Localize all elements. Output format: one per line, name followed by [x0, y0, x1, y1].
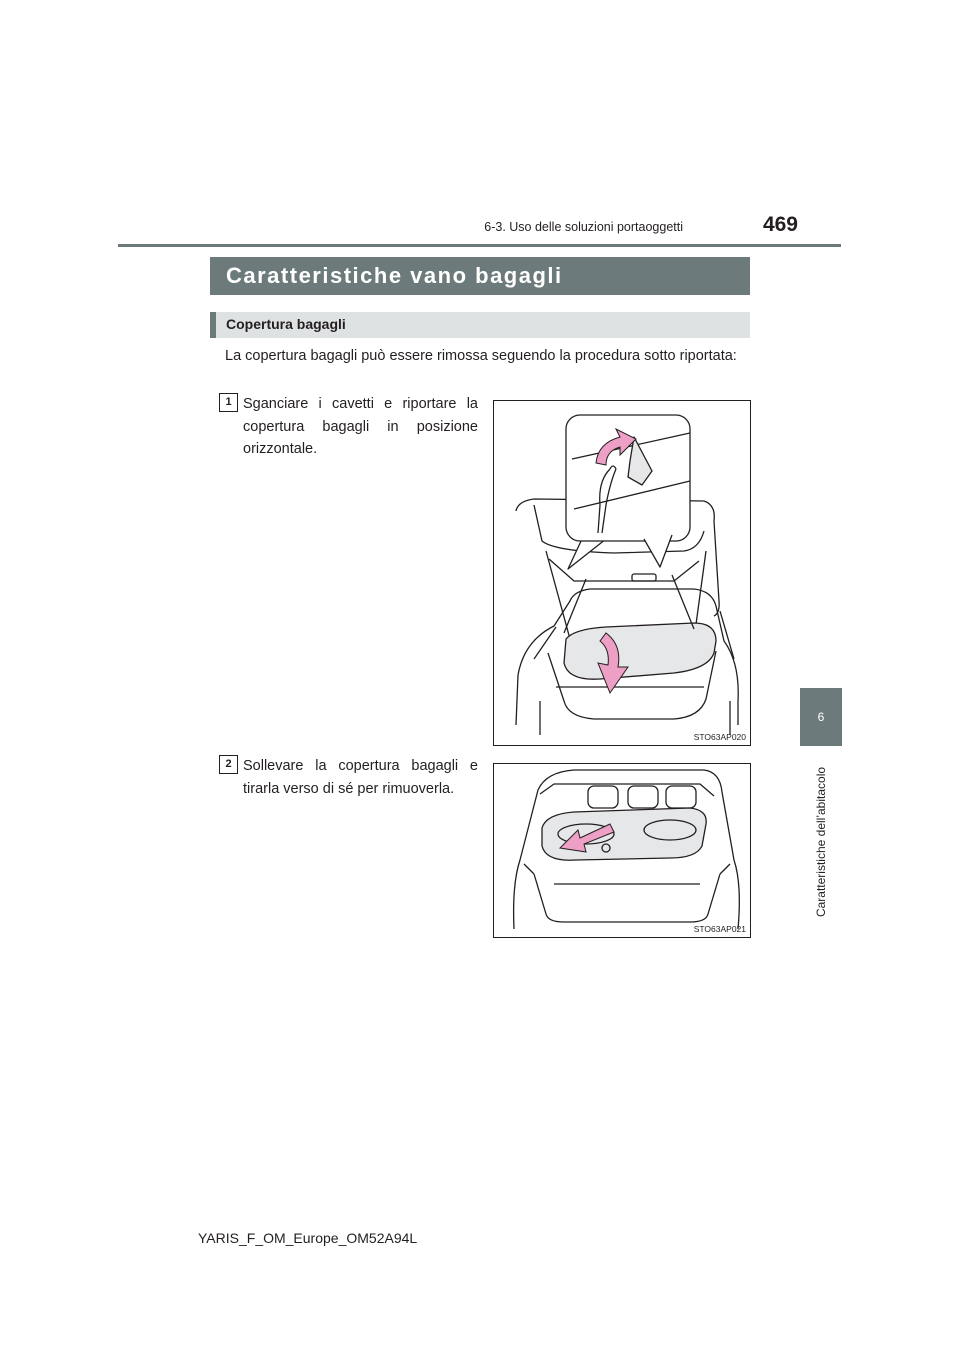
chapter-title-text: Caratteristiche dell’abitacolo	[814, 766, 828, 918]
section-title: Caratteristiche vano bagagli	[226, 263, 563, 288]
subsection-bar	[210, 312, 750, 338]
hatchback-open-illustration	[494, 401, 750, 745]
figure-code-2: STO63AP021	[693, 924, 746, 934]
chapter-tab: 6	[800, 688, 842, 746]
figure-code-1: STO63AP020	[693, 732, 746, 742]
step-text-2: Sollevare la copertura bagagli e tirarla verso di sé per rimuoverla.	[243, 758, 478, 797]
figure-step-2	[493, 763, 751, 938]
footer-doc-id: YARIS_F_OM_Europe_OM52A94L	[198, 1230, 418, 1246]
step-text-1: Sganciare i cavetti e riportare la copertura bagagli in posizione orizzontale.	[243, 396, 478, 457]
step-marker-2: 2	[219, 755, 238, 774]
cargo-cover-removal-illustration	[494, 764, 750, 937]
figure-step-1	[493, 400, 751, 746]
intro-paragraph: La copertura bagagli può essere rimossa seguendo la procedura sotto riportata:	[225, 348, 737, 364]
page-number: 469	[762, 213, 798, 236]
chapter-title-vertical	[801, 757, 841, 927]
header-section-title: 6-3. Uso delle soluzioni portaoggetti	[484, 220, 683, 234]
section-banner	[210, 257, 750, 295]
header-divider	[118, 244, 841, 247]
subsection-accent	[210, 312, 216, 338]
step-marker-1: 1	[219, 393, 238, 412]
subsection-title: Copertura bagagli	[226, 316, 346, 332]
